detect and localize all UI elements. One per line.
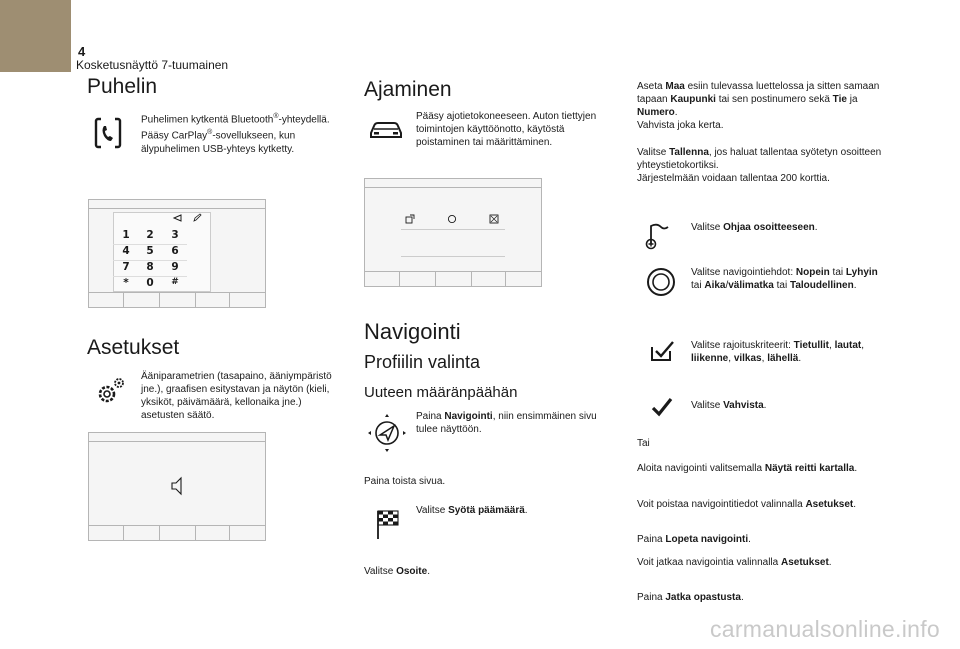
keypad-key: 3 xyxy=(171,229,179,241)
confirm-check-icon xyxy=(651,397,673,417)
keypad-key: 1 xyxy=(122,229,130,241)
function-toggle-icon xyxy=(489,214,499,224)
keypad-key: 4 xyxy=(122,245,130,257)
finish-flag-icon xyxy=(375,508,403,540)
driving-screen-mockup xyxy=(364,178,542,287)
settings-screen-mockup xyxy=(88,432,266,541)
navigation-arrow-icon xyxy=(366,412,408,454)
keypad-key: 8 xyxy=(146,261,154,273)
keypad-key: 0 xyxy=(146,277,154,289)
nav-step-3: Valitse Syötä päämäärä. xyxy=(416,505,528,516)
alternative-label: Tai xyxy=(637,438,650,449)
new-destination-heading: Uuteen määränpäähän xyxy=(364,384,518,401)
resume-navigation-paragraph: Voit jatkaa navigointia valinnalla Asetukset. xyxy=(637,557,832,568)
start-navigation-paragraph: Aloita navigointi valitsemalla Näytä reitti kartalla. xyxy=(637,463,858,474)
navigointi-title: Navigointi xyxy=(364,319,461,344)
edit-icon xyxy=(193,213,202,222)
ajaminen-description: Pääsy ajotietokoneeseen. Auton tiettyjen toimintojen käyttöönotto, käytöstä poistaminen tai määrittäminen. xyxy=(416,111,597,148)
keypad-key: 5 xyxy=(146,245,154,257)
speaker-icon xyxy=(171,477,183,495)
stop-navigation-paragraph: Paina Lopeta navigointi. xyxy=(637,534,751,545)
keypad-key: 7 xyxy=(122,261,130,273)
watermark: carmanualsonline.info xyxy=(709,616,940,642)
car-icon xyxy=(369,119,403,141)
keypad-key: 9 xyxy=(171,261,179,273)
asetukset-description: Ääniparametrien (tasapaino, ääniympäristö jne.), graafisen esitystavan ja näytön (kieli, yksiköt, päivämäärä, kellonaika jne.) asetusten säätö. xyxy=(141,371,332,421)
puhelin-title: Puhelin xyxy=(87,75,158,98)
chapter-tab xyxy=(0,0,71,72)
route-step-4: Valitse Vahvista. xyxy=(691,400,767,411)
keypad-key: 6 xyxy=(171,245,179,257)
nav-step-1: Paina Navigointi, niin ensimmäinen sivu tulee näyttöön. xyxy=(416,411,597,435)
backspace-icon xyxy=(172,214,182,222)
section-title: Kosketusnäyttö 7-tuumainen xyxy=(76,58,229,72)
keypad-key: # xyxy=(171,277,179,287)
nav-step-2: Paina toista sivua. xyxy=(364,476,446,487)
continue-guidance-paragraph: Paina Jatka opastusta. xyxy=(637,592,744,603)
route-step-1: Valitse Ohjaa osoitteeseen. xyxy=(691,222,818,233)
route-step-2: Valitse navigointiehdot: Nopein tai Lyhyin tai Aika/välimatka tai Taloudellinen. xyxy=(691,267,878,291)
nav-step-4: Valitse Osoite. xyxy=(364,566,430,577)
route-step-3: Valitse rajoituskriteerit: Tietullit, lautat, liikenne, vilkas, lähellä. xyxy=(691,340,865,364)
puhelin-description: Puhelimen kytkentä Bluetooth®-yhteydellä. Pääsy CarPlay®-sovellukseen, kun älypuhelimen USB-yhteys kytketty. xyxy=(141,113,330,155)
refresh-icon xyxy=(447,214,457,224)
keypad-key: 2 xyxy=(146,229,154,241)
destination-flag-icon xyxy=(641,220,669,250)
route-options-icon xyxy=(645,266,677,298)
asetukset-title: Asetukset xyxy=(87,336,180,359)
page-number: 4 xyxy=(78,44,86,59)
delete-navigation-paragraph: Voit poistaa navigointitiedot valinnalla Asetukset. xyxy=(637,499,857,510)
address-entry-paragraph: Aseta Maa esiin tulevassa luettelossa ja sitten samaan tapaan Kaupunki tai sen postinumero sekä Tie ja Numero. Vahvista joka kerta. xyxy=(637,81,880,131)
profile-selection-heading: Profiilin valinta xyxy=(364,352,481,372)
phone-screen-mockup xyxy=(88,199,266,308)
criteria-check-icon xyxy=(648,339,676,363)
phone-icon xyxy=(91,116,125,150)
settings-icon xyxy=(93,376,127,406)
keypad-key: * xyxy=(123,277,129,289)
save-contact-paragraph: Valitse Tallenna, jos haluat tallentaa syötetyn osoitteen yhteystietokortiksi. Järjestelmään voidaan tallentaa 200 korttia. xyxy=(637,147,882,184)
ajaminen-title: Ajaminen xyxy=(364,78,452,101)
trip-computer-icon xyxy=(405,214,415,224)
